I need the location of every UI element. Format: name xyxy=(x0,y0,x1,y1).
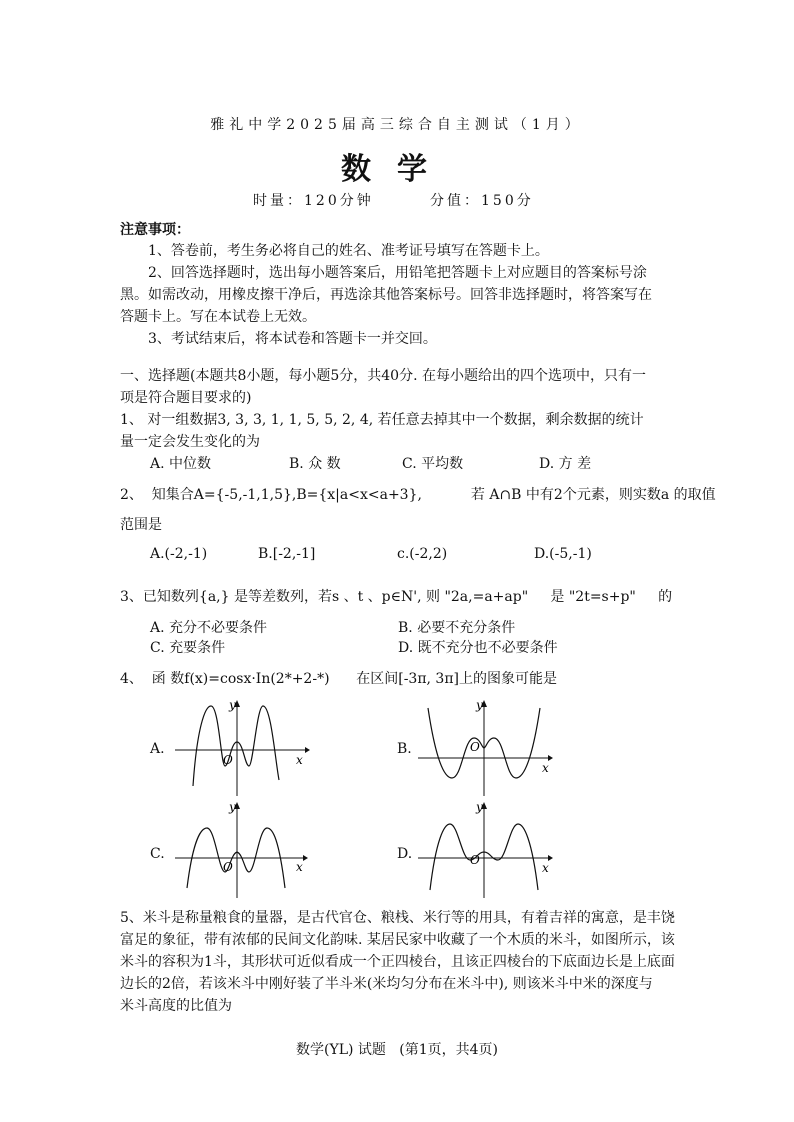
note-item-2-cont2: 答题卡上。写在本试卷上无效。 xyxy=(120,309,316,325)
q3-option-b: B. 必要不充分条件 xyxy=(398,620,516,636)
section-intro-line1: 一、选择题(本题共8小题，每小题5分，共40分. 在每小题给出的四个选项中，只有一 xyxy=(120,368,646,384)
q4-graph-c-axis-y: y xyxy=(229,800,236,814)
q4-option-b-label: B. xyxy=(397,741,412,757)
q4-stem: 4、 函 数f(x)=cosx·In(2*+2-*) 在区间[-3π, 3π]上的图象可能是 xyxy=(120,671,558,687)
q4-graph-b-axis-y: y xyxy=(476,698,483,712)
q5-stem-line3: 米斗的容积为1斗，其形状可近似看成一个正四棱台，且该正四棱台的下底面边长是上底面 xyxy=(120,954,675,970)
q2-option-d: D.(-5,-1) xyxy=(534,546,592,562)
q2-option-c: c.(-2,2) xyxy=(397,546,448,562)
q4-option-d-label: D. xyxy=(397,846,413,862)
q4-graph-a-axis-y: y xyxy=(229,698,236,712)
q5-stem-line5: 米斗高度的比值为 xyxy=(120,998,232,1014)
q2-option-b: B.[-2,-1] xyxy=(258,546,316,562)
q4-graph-b-axis-x: x xyxy=(542,761,549,775)
q3-option-d: D. 既不充分也不必要条件 xyxy=(398,640,558,656)
note-item-2: 2、回答选择题时，选出每小题答案后，用铅笔把答题卡上对应题目的答案标号涂 xyxy=(148,265,647,281)
note-item-3: 3、考试结束后，将本试卷和答题卡一并交回。 xyxy=(148,331,437,347)
q4-graph-a-origin: O xyxy=(223,753,233,767)
exam-header: 雅礼中学2025届高三综合自主测试（1月） xyxy=(210,117,584,133)
q3-option-c: C. 充要条件 xyxy=(150,640,226,656)
q2-stem-line1: 2、 知集合A={-5,-1,1,5},B={x|a<x<a+3}, 若 A∩B 中有2个元素，则实数a 的取值 xyxy=(120,487,716,503)
q1-stem-line2: 量一定会发生变化的为 xyxy=(120,434,260,450)
q5-stem-line1: 5、米斗是称量粮食的量器，是古代官仓、粮栈、米行等的用具，有着吉祥的寓意，是丰饶 xyxy=(120,910,675,926)
q1-option-b: B. 众 数 xyxy=(289,456,341,472)
q4-graph-d-axis-y: y xyxy=(476,800,483,814)
q1-option-d: D. 方 差 xyxy=(539,456,592,472)
note-item-1: 1、答卷前，考生务必将自己的姓名、准考证号填写在答题卡上。 xyxy=(148,243,549,259)
score-label: 分值：150分 xyxy=(430,193,534,209)
q1-option-c: C. 平均数 xyxy=(402,456,464,472)
section-intro-line2: 项是符合题目要求的) xyxy=(120,390,252,406)
q4-graph-c-origin: O xyxy=(223,860,233,874)
q4-graph-b-origin: O xyxy=(470,740,480,754)
q4-graph-d-axis-x: x xyxy=(542,861,549,875)
q1-stem-line1: 1、 对一组数据3, 3, 3, 1, 1, 5, 5, 2, 4, 若任意去掉其中一个数据，剩余数据的统计 xyxy=(120,412,644,428)
q4-graph-a xyxy=(175,698,310,798)
q4-graph-d xyxy=(418,800,553,900)
q4-option-a-label: A. xyxy=(150,741,165,757)
q1-option-a: A. 中位数 xyxy=(150,456,212,472)
notes-heading: 注意事项： xyxy=(120,222,190,238)
q2-stem-line2: 范围是 xyxy=(120,517,162,533)
note-item-2-cont: 黑。如需改动，用橡皮擦干净后，再选涂其他答案标号。回答非选择题时，将答案写在 xyxy=(120,287,652,303)
q4-graph-b xyxy=(418,698,553,798)
q4-graph-d-origin: O xyxy=(470,853,480,867)
q4-graph-c xyxy=(175,800,310,900)
page-footer: 数学(YL) 试题 (第1页，共4页) xyxy=(295,1042,498,1058)
q4-option-c-label: C. xyxy=(150,846,165,862)
q2-option-a: A.(-2,-1) xyxy=(150,546,208,562)
q3-stem: 3、已知数列{a,} 是等差数列，若s 、t 、p∈N', 则 "2a,=a+ap" 是 "2t=s+p" 的 xyxy=(120,589,673,605)
time-label: 时量：120分钟 xyxy=(253,193,374,209)
q5-stem-line2: 富足的象征，带有浓郁的民间文化韵味. 某居民家中收藏了一个木质的米斗，如图所示，该 xyxy=(120,932,675,948)
q4-graph-a-axis-x: x xyxy=(296,753,303,767)
subject-title: 数学 xyxy=(341,152,453,187)
q5-stem-line4: 边长的2倍，若该米斗中刚好装了半斗米(米均匀分布在米斗中), 则该米斗中米的深度与 xyxy=(120,976,653,992)
q4-graph-c-axis-x: x xyxy=(296,860,303,874)
q3-option-a: A. 充分不必要条件 xyxy=(150,620,268,636)
